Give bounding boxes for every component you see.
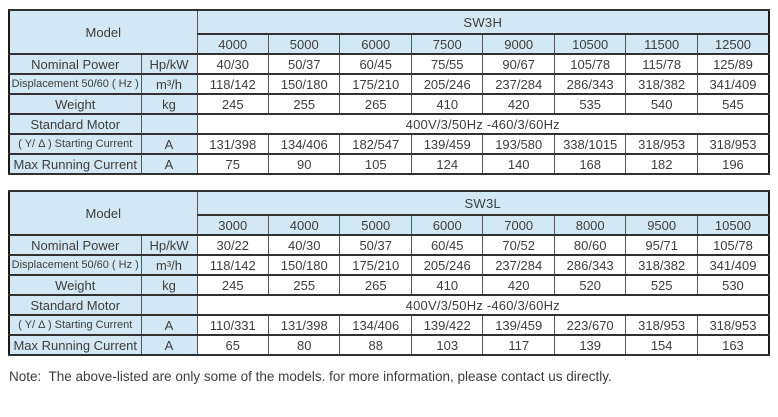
row-label: Max Running Current (9, 154, 141, 174)
value-cell: 265 (340, 94, 411, 114)
series-name-cell: SW3L (197, 191, 769, 215)
model-header-cell: Model (9, 191, 197, 235)
motor-spec-cell: 400V/3/50Hz -460/3/60Hz (197, 295, 769, 315)
value-cell: 318/953 (697, 315, 769, 335)
model-number-cell: 12500 (697, 34, 769, 54)
row-unit: A (141, 335, 197, 355)
value-cell: 105/78 (554, 54, 625, 74)
value-cell: 139/422 (411, 315, 482, 335)
value-cell: 193/580 (483, 134, 554, 154)
model-number-cell: 9000 (483, 34, 554, 54)
row-label: ( Y/ Δ ) Starting Current (9, 134, 141, 154)
value-cell: 134/406 (340, 315, 411, 335)
value-cell: 150/180 (269, 74, 340, 94)
value-cell: 70/52 (483, 235, 554, 255)
value-cell: 117 (483, 335, 554, 355)
value-cell: 540 (626, 94, 697, 114)
model-number-cell: 6000 (411, 215, 482, 235)
model-number-cell: 11500 (626, 34, 697, 54)
value-cell: 75 (197, 154, 268, 174)
value-cell: 80/60 (554, 235, 625, 255)
motor-spec-cell: 400V/3/50Hz -460/3/60Hz (197, 114, 769, 134)
value-cell: 420 (483, 94, 554, 114)
value-cell: 255 (269, 94, 340, 114)
row-unit: m³/h (141, 255, 197, 275)
row-unit: Hp/kW (141, 54, 197, 74)
value-cell: 182 (626, 154, 697, 174)
value-cell: 318/953 (626, 134, 697, 154)
row-label: Nominal Power (9, 235, 141, 255)
value-cell: 205/246 (411, 74, 482, 94)
value-cell: 75/55 (411, 54, 482, 74)
value-cell: 175/210 (340, 255, 411, 275)
model-number-cell: 9500 (626, 215, 697, 235)
row-label: Standard Motor (9, 114, 141, 134)
row-unit: kg (141, 275, 197, 295)
value-cell: 50/37 (269, 54, 340, 74)
model-number-cell: 7000 (483, 215, 554, 235)
value-cell: 341/409 (697, 255, 769, 275)
value-cell: 318/382 (626, 74, 697, 94)
value-cell: 535 (554, 94, 625, 114)
value-cell: 140 (483, 154, 554, 174)
value-cell: 40/30 (269, 235, 340, 255)
value-cell: 286/343 (554, 255, 625, 275)
value-cell: 237/284 (483, 74, 554, 94)
row-label: Displacement 50/60 ( Hz ) (9, 255, 141, 275)
value-cell: 163 (697, 335, 769, 355)
value-cell: 168 (554, 154, 625, 174)
value-cell: 245 (197, 275, 268, 295)
value-cell: 131/398 (197, 134, 268, 154)
value-cell: 338/1015 (554, 134, 625, 154)
model-number-cell: 4000 (269, 215, 340, 235)
value-cell: 40/30 (197, 54, 268, 74)
row-unit: A (141, 154, 197, 174)
value-cell: 115/78 (626, 54, 697, 74)
value-cell: 131/398 (269, 315, 340, 335)
row-label: Standard Motor (9, 295, 141, 315)
value-cell: 175/210 (340, 74, 411, 94)
row-unit: Hp/kW (141, 235, 197, 255)
value-cell: 154 (626, 335, 697, 355)
row-label: Weight (9, 94, 141, 114)
value-cell: 265 (340, 275, 411, 295)
value-cell: 420 (483, 275, 554, 295)
value-cell: 196 (697, 154, 769, 174)
value-cell: 520 (554, 275, 625, 295)
value-cell: 65 (197, 335, 268, 355)
row-label: Max Running Current (9, 335, 141, 355)
value-cell: 545 (697, 94, 769, 114)
value-cell: 88 (340, 335, 411, 355)
value-cell: 318/953 (626, 315, 697, 335)
model-number-cell: 6000 (340, 34, 411, 54)
value-cell: 134/406 (269, 134, 340, 154)
value-cell: 182/547 (340, 134, 411, 154)
row-label: Displacement 50/60 ( Hz ) (9, 74, 141, 94)
row-unit: A (141, 315, 197, 335)
value-cell: 60/45 (411, 235, 482, 255)
series-name-cell: SW3H (197, 10, 769, 34)
model-number-cell: 4000 (197, 34, 268, 54)
spec-table-sw3l (8, 190, 770, 356)
model-number-cell: 3000 (197, 215, 268, 235)
value-cell: 60/45 (340, 54, 411, 74)
row-unit (141, 114, 197, 134)
row-unit (141, 295, 197, 315)
value-cell: 124 (411, 154, 482, 174)
value-cell: 530 (697, 275, 769, 295)
value-cell: 95/71 (626, 235, 697, 255)
value-cell: 318/953 (697, 134, 769, 154)
model-number-cell: 5000 (340, 215, 411, 235)
value-cell: 205/246 (411, 255, 482, 275)
value-cell: 30/22 (197, 235, 268, 255)
value-cell: 103 (411, 335, 482, 355)
model-number-cell: 8000 (554, 215, 625, 235)
value-cell: 139/459 (483, 315, 554, 335)
value-cell: 410 (411, 275, 482, 295)
model-number-cell: 10500 (554, 34, 625, 54)
row-unit: kg (141, 94, 197, 114)
value-cell: 341/409 (697, 74, 769, 94)
model-number-cell: 5000 (269, 34, 340, 54)
value-cell: 125/89 (697, 54, 769, 74)
value-cell: 286/343 (554, 74, 625, 94)
model-number-cell: 7500 (411, 34, 482, 54)
value-cell: 139 (554, 335, 625, 355)
value-cell: 318/382 (626, 255, 697, 275)
value-cell: 50/37 (340, 235, 411, 255)
spec-table-sw3h (8, 9, 770, 175)
value-cell: 525 (626, 275, 697, 295)
value-cell: 90 (269, 154, 340, 174)
model-header-cell: Model (9, 10, 197, 54)
value-cell: 80 (269, 335, 340, 355)
row-label: Weight (9, 275, 141, 295)
value-cell: 150/180 (269, 255, 340, 275)
value-cell: 410 (411, 94, 482, 114)
value-cell: 110/331 (197, 315, 268, 335)
value-cell: 223/670 (554, 315, 625, 335)
footnote: Note: The above-listed are only some of the models. for more information, please contact us directly. (9, 369, 612, 384)
value-cell: 255 (269, 275, 340, 295)
value-cell: 118/142 (197, 74, 268, 94)
value-cell: 118/142 (197, 255, 268, 275)
value-cell: 245 (197, 94, 268, 114)
value-cell: 105/78 (697, 235, 769, 255)
row-unit: m³/h (141, 74, 197, 94)
row-unit: A (141, 134, 197, 154)
row-label: Nominal Power (9, 54, 141, 74)
value-cell: 139/459 (411, 134, 482, 154)
value-cell: 90/67 (483, 54, 554, 74)
value-cell: 237/284 (483, 255, 554, 275)
value-cell: 105 (340, 154, 411, 174)
row-label: ( Y/ Δ ) Starting Current (9, 315, 141, 335)
model-number-cell: 10500 (697, 215, 769, 235)
